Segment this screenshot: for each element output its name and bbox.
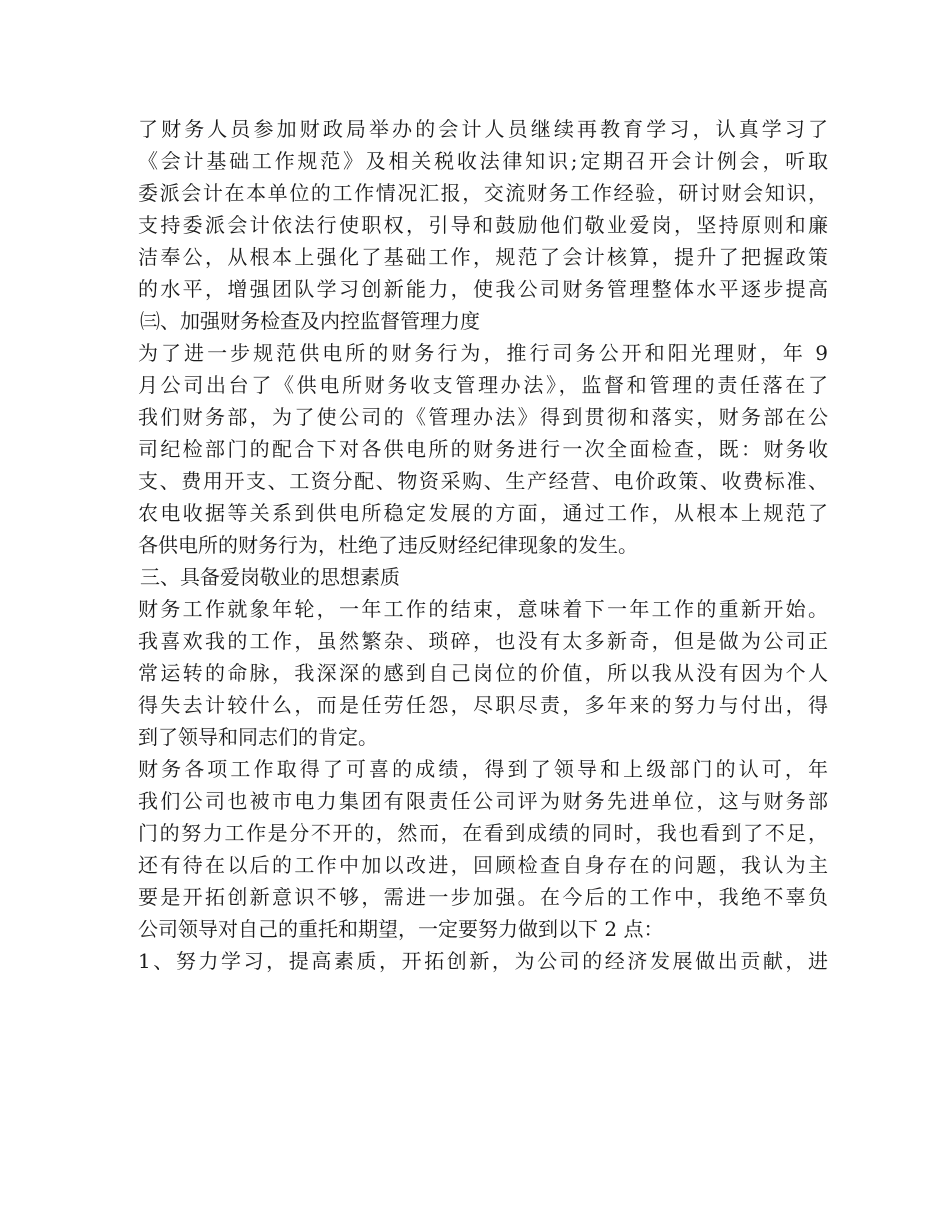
text-line-24: 还有待在以后的工作中加以改进，回顾检查自身存在的问题，我认为主 (138, 853, 828, 877)
text-line-1: 了财务人员参加财政局举办的会计人员继续再教育学习，认真学习了 (138, 117, 828, 141)
text-line-21: 财务各项工作取得了可喜的成绩，得到了领导和上级部门的认可，年 (138, 757, 828, 781)
text-line-19: 得失去计较什么，而是任劳任怨，尽职尽责，多年来的努力与付出，得 (138, 693, 828, 717)
section-heading-3: ㈢、加强财务检查及内控监督管理力度 (140, 309, 480, 333)
text-line-10: 我们财务部，为了使公司的《管理办法》得到贯彻和落实，财务部在公 (138, 405, 828, 429)
text-line-13: 农电收据等关系到供电所稳定发展的方面，通过工作，从根本上规范了 (138, 501, 828, 525)
text-line-2: 《会计基础工作规范》及相关税收法律知识;定期召开会计例会，听取 (138, 149, 828, 173)
text-line-25: 要是开拓创新意识不够，需进一步加强。在今后的工作中，我绝不辜负 (138, 885, 828, 909)
text-line-14: 各供电所的财务行为，杜绝了违反财经纪律现象的发生。 (138, 533, 638, 557)
text-line-23: 门的努力工作是分不开的，然而，在看到成绩的同时，我也看到了不足， (138, 821, 828, 845)
text-line-20: 到了领导和同志们的肯定。 (138, 725, 378, 749)
text-line-11: 司纪检部门的配合下对各供电所的财务进行一次全面检查，既：财务收 (138, 437, 828, 461)
text-line-17: 我喜欢我的工作，虽然繁杂、琐碎，也没有太多新奇，但是做为公司正 (138, 629, 828, 653)
text-line-26: 公司领导对自己的重托和期望，一定要努力做到以下 2 点： (138, 917, 664, 941)
text-line-12: 支、费用开支、工资分配、物资采购、生产经营、电价政策、收费标准、 (138, 469, 828, 493)
text-line-4: 支持委派会计依法行使职权，引导和鼓励他们敬业爱岗，坚持原则和廉 (138, 213, 828, 237)
text-line-6: 的水平，增强团队学习创新能力，使我公司财务管理整体水平逐步提高 (138, 277, 828, 301)
text-line-9: 月公司出台了《供电所财务收支管理办法》，监督和管理的责任落在了 (138, 373, 828, 397)
text-line-16: 财务工作就象年轮，一年工作的结束，意味着下一年工作的重新开始。 (138, 597, 828, 621)
text-line-22: 我们公司也被市电力集团有限责任公司评为财务先进单位，这与财务部 (138, 789, 828, 813)
text-line-18: 常运转的命脉，我深深的感到自己岗位的价值，所以我从没有因为个人 (138, 661, 828, 685)
text-line-3: 委派会计在本单位的工作情况汇报，交流财务工作经验，研讨财会知识， (138, 181, 828, 205)
text-line-8: 为了进一步规范供电所的财务行为，推行司务公开和阳光理财，年 9 (138, 341, 828, 365)
section-heading-three: 三、具备爱岗敬业的思想素质 (140, 565, 400, 589)
text-line-5: 洁奉公，从根本上强化了基础工作，规范了会计核算，提升了把握政策 (138, 245, 828, 269)
document-body (138, 113, 828, 977)
list-item-1: 1、努力学习，提高素质，开拓创新，为公司的经济发展做出贡献，进 (138, 949, 828, 973)
